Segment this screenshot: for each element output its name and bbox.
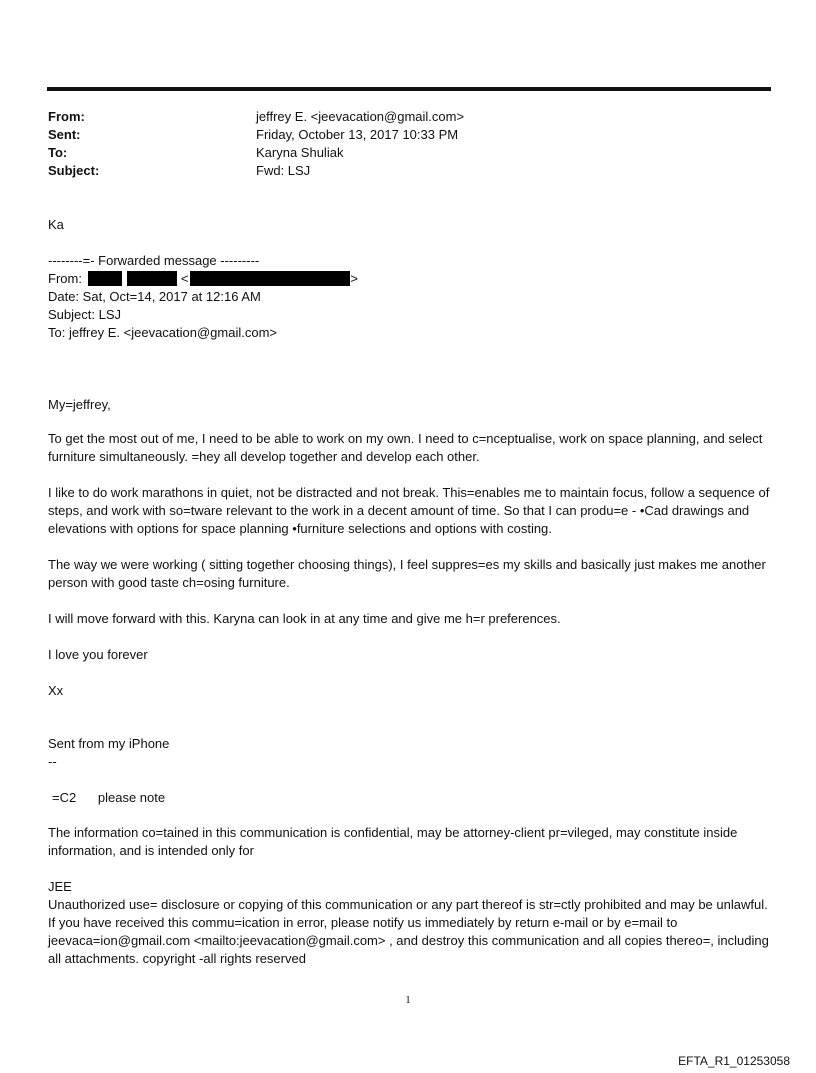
redaction-block <box>127 271 177 286</box>
greeting: Ka <box>48 217 64 232</box>
please-note: =C2 please note <box>52 790 166 805</box>
signature: Xx <box>48 683 64 698</box>
signature-dashes: -- <box>48 754 57 769</box>
sent-value: Friday, October 13, 2017 10:33 PM <box>256 127 459 142</box>
forwarded-date: Date: Sat, Oct=14, 2017 at 12:16 AM <box>48 289 261 304</box>
header-sent-row <box>48 126 748 144</box>
paragraph-2: I like to do work marathons in quiet, not be distracted and not break. This=enables me to maintain focus, follow a sequence of steps, and work with so=tware relevant to the work in a decent amount of time. So that I can produ=e - •Cad drawings and elevations with options for space planning •furniture selections and options with costing. <box>48 485 770 536</box>
jee-line: JEE <box>48 879 72 894</box>
from-value: jeffrey E. <jeevacation@gmail.com> <box>256 109 465 124</box>
disclaimer-paragraph: Unauthorized use= disclosure or copying of this communication or any part thereof is str=ctly prohibited and may be unlawful. If you have received this commu=ication in error, please notify us immediately by return e-mail or by e=mail to jeevaca=ion@gmail.com <mailto:jeevacation@gmail.com> , and destroy this communication and all copies thereo=, including all attachments. copyright -all rights reserved <box>48 897 769 966</box>
salutation: My=jeffrey, <box>48 397 111 412</box>
forwarded-from-label: From: <box>48 271 82 286</box>
forwarded-subject: Subject: LSJ <box>48 307 121 322</box>
email-header <box>48 108 748 180</box>
confidentiality-paragraph: The information co=tained in this communication is confidential, may be attorney-client pr=vileged, may constitute inside information, and is intended only for <box>48 825 738 858</box>
paragraph-4: I will move forward with this. Karyna can look in at any time and give me h=r preferences. <box>48 611 561 626</box>
redaction-block <box>190 271 350 286</box>
paragraph-1: To get the most out of me, I need to be able to work on my own. I need to c=nceptualise, work on space planning, and select furniture simultaneously. =hey all develop together and develop each other. <box>48 431 763 464</box>
header-rule <box>47 87 771 91</box>
email-close-bracket: > <box>350 271 359 286</box>
to-value: Karyna Shuliak <box>256 145 344 160</box>
sent-from-iphone: Sent from my iPhone <box>48 736 170 751</box>
from-label: From: <box>48 109 85 124</box>
email-open-bracket: < <box>180 271 189 286</box>
page-number: 1 <box>405 994 411 1006</box>
closing: I love you forever <box>48 647 148 662</box>
forwarded-divider: --------=- Forwarded message --------- <box>48 253 260 268</box>
forwarded-to: To: jeffrey E. <jeevacation@gmail.com> <box>48 325 278 340</box>
redaction-block <box>88 271 122 286</box>
forwarded-from-line <box>48 270 358 288</box>
bates-number: EFTA_R1_01253058 <box>678 1054 790 1068</box>
sent-label: Sent: <box>48 127 81 142</box>
paragraph-3: The way we were working ( sitting together choosing things), I feel suppres=es my skills and basically just makes me another person with good taste ch=osing furniture. <box>48 557 766 590</box>
header-to-row <box>48 144 748 162</box>
to-label: To: <box>48 145 68 160</box>
subject-label: Subject: <box>48 163 100 178</box>
header-subject-row <box>48 162 748 180</box>
subject-value: Fwd: LSJ <box>256 163 311 178</box>
header-from-row <box>48 108 748 126</box>
